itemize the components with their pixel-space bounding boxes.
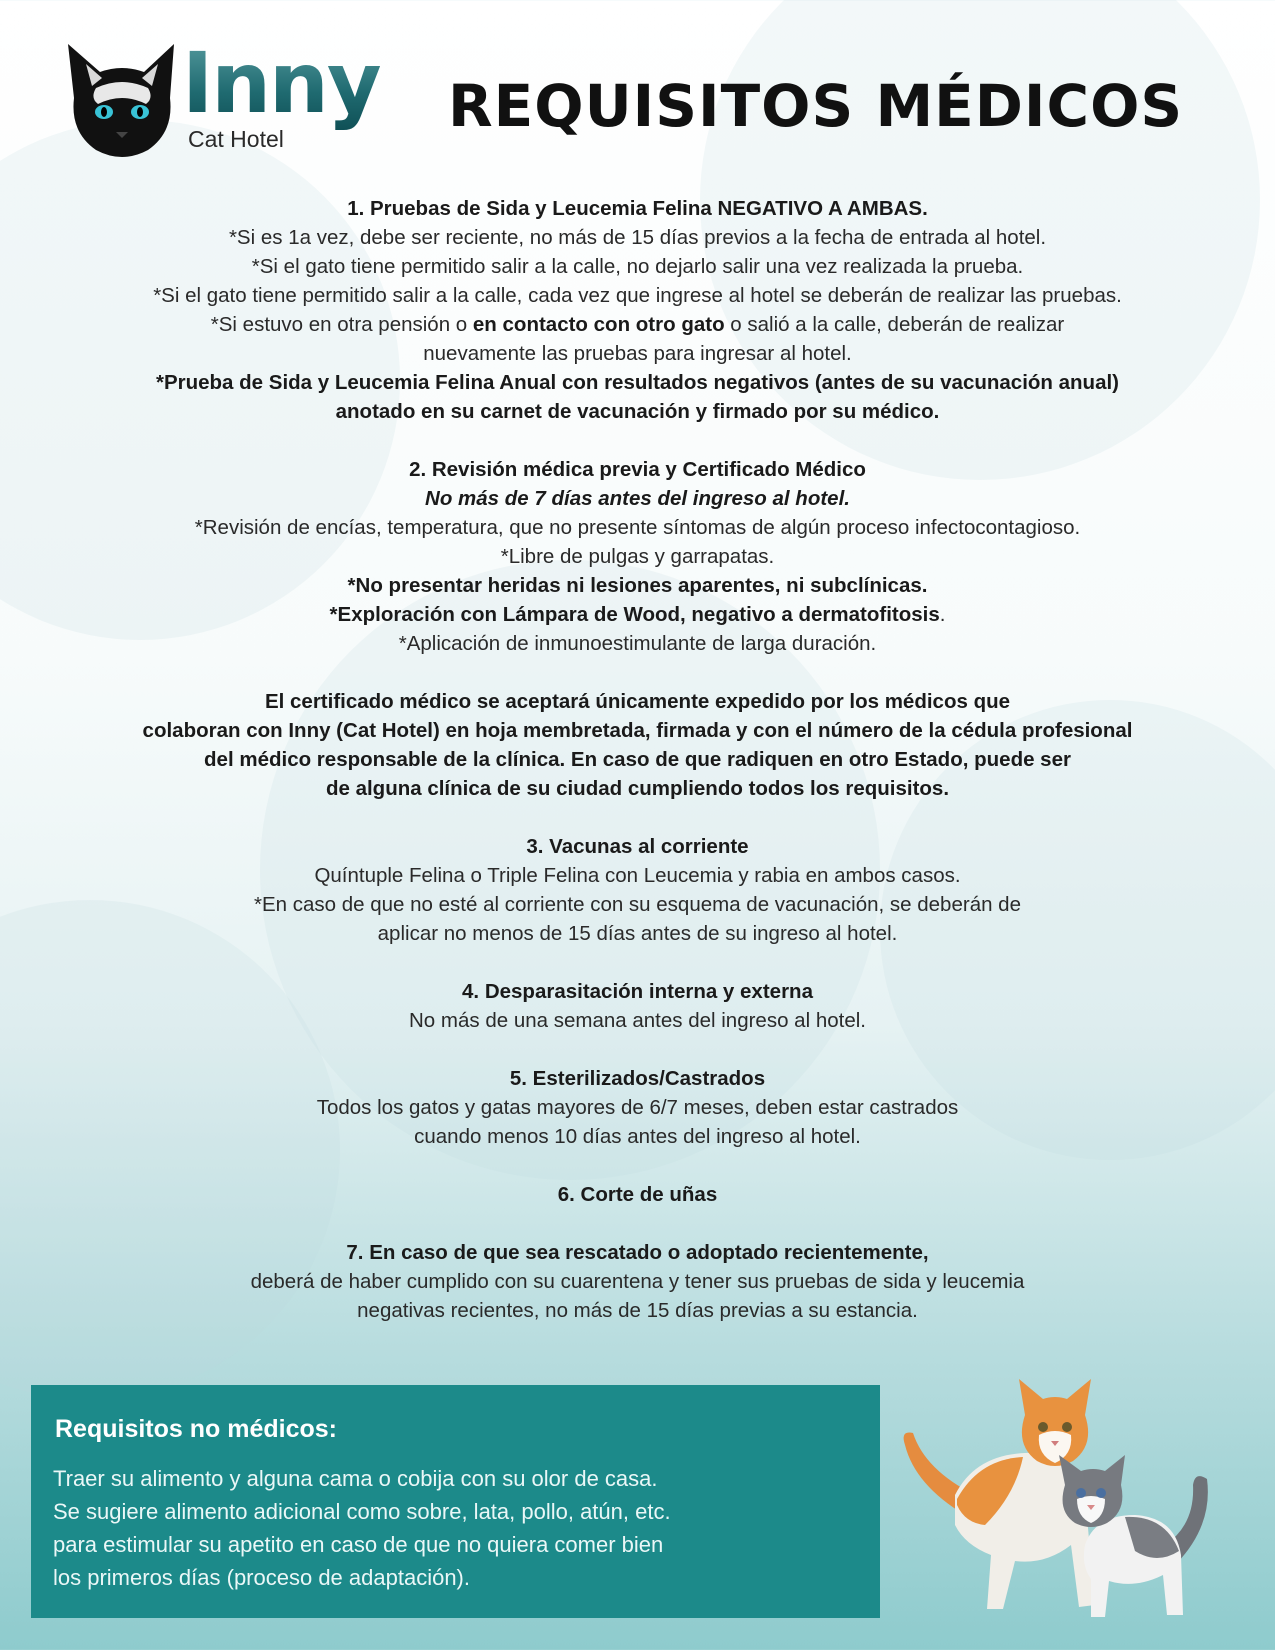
section-1-heading: 1. Pruebas de Sida y Leucemia Felina NEGATIVO A AMBAS. [347,197,928,220]
section-1-line-emphasis: en contacto con otro gato [472,313,725,336]
medical-requirements [0,194,1275,1325]
section-3-line: Quíntuple Felina o Triple Felina con Leucemia y rabia en ambos casos. [314,864,961,887]
section-2-wood-lamp: *Exploración con Lámpara de Wood, negativo a dermatofitosis [329,603,940,626]
certificate-note: de alguna clínica de su ciudad cumpliendo todos los requisitos. [325,777,950,800]
logo-wordmark: Inny [182,34,380,132]
section-2-line: *Revisión de encías, temperatura, que no presente síntomas de algún proceso infectocontagioso. [194,516,1081,539]
certificate-note: El certificado médico se aceptará únicamente expedido por los médicos que [264,690,1011,713]
certificate-note: colaboran con Inny (Cat Hotel) en hoja membretada, firmada y con el número de la cédula profesional [142,719,1133,742]
section-1-line: *Si es 1a vez, debe ser reciente, no más de 15 días previos a la fecha de entrada al hotel. [228,226,1047,249]
panel-title: Requisitos no médicos: [55,1415,337,1443]
panel-line: Traer su alimento y alguna cama o cobija con su olor de casa. [53,1466,658,1491]
panel-line: para estimular su apetito en caso de que no quiera comer bien [53,1532,664,1557]
section-1-line-end: o salió a la calle, deberán de realizar [724,313,1065,336]
section-4-heading: 4. Desparasitación interna y externa [462,980,813,1003]
section-6-heading: 6. Corte de uñas [557,1183,718,1206]
section-7-heading: 7. En caso de que sea rescatado o adoptado recientemente, [346,1241,929,1264]
section-2-subheading: No más de 7 días antes del ingreso al hotel. [425,487,850,510]
section-1-line [0,310,1275,339]
section-2-line: *No presentar heridas ni lesiones aparentes, ni subclínicas. [347,574,928,597]
siamese-cat-head-icon [62,42,182,160]
page-header [0,0,1275,175]
section-3-line: aplicar no menos de 15 días antes de su ingreso al hotel. [377,922,898,945]
section-1-line-start: *Si estuvo en otra pensión o [210,313,473,336]
section-1-line: nuevamente las pruebas para ingresar al hotel. [423,342,852,365]
section-7-line: negativas recientes, no más de 15 días previas a su estancia. [357,1299,918,1322]
cats-illustration [895,1375,1240,1625]
panel-body [53,1462,671,1594]
page-title: REQUISITOS MÉDICOS [448,72,1184,140]
logo-subtitle: Cat Hotel [188,126,284,152]
section-3-line: *En caso de que no esté al corriente con su esquema de vacunación, se deberán de [254,893,1021,916]
section-7-line: deberá de haber cumplido con su cuarentena y tener sus pruebas de sida y leucemia [250,1270,1025,1293]
section-5-heading: 5. Esterilizados/Castrados [509,1067,766,1090]
section-2-heading: 2. Revisión médica previa y Certificado Médico [409,458,866,481]
section-3-heading: 3. Vacunas al corriente [526,835,749,858]
panel-line: Se sugiere alimento adicional como sobre, lata, pollo, atún, etc. [53,1499,671,1524]
non-medical-requirements-panel [31,1385,880,1618]
section-2-line [0,600,1275,629]
certificate-note: del médico responsable de la clínica. En caso de que radiquen en otro Estado, puede ser [204,748,1071,771]
section-2-line: *Aplicación de inmunoestimulante de larga duración. [398,632,877,655]
section-5-line: Todos los gatos y gatas mayores de 6/7 meses, deben estar castrados [316,1096,959,1119]
section-2-period: . [939,603,946,626]
section-2-line: *Libre de pulgas y garrapatas. [500,545,775,568]
section-1-line: *Si el gato tiene permitido salir a la calle, cada vez que ingrese al hotel se deberán de realizar las pruebas. [153,284,1122,307]
section-1-line: *Si el gato tiene permitido salir a la calle, no dejarlo salir una vez realizada la prueba. [251,255,1024,278]
section-1-note: anotado en su carnet de vacunación y firmado por su médico. [335,400,940,423]
brand-logo [62,34,402,162]
panel-line: los primeros días (proceso de adaptación). [53,1565,470,1590]
section-1-note: *Prueba de Sida y Leucemia Felina Anual con resultados negativos (antes de su vacunación anual) [155,371,1120,394]
section-4-line: No más de una semana antes del ingreso al hotel. [409,1009,866,1032]
section-5-line: cuando menos 10 días antes del ingreso al hotel. [414,1125,861,1148]
